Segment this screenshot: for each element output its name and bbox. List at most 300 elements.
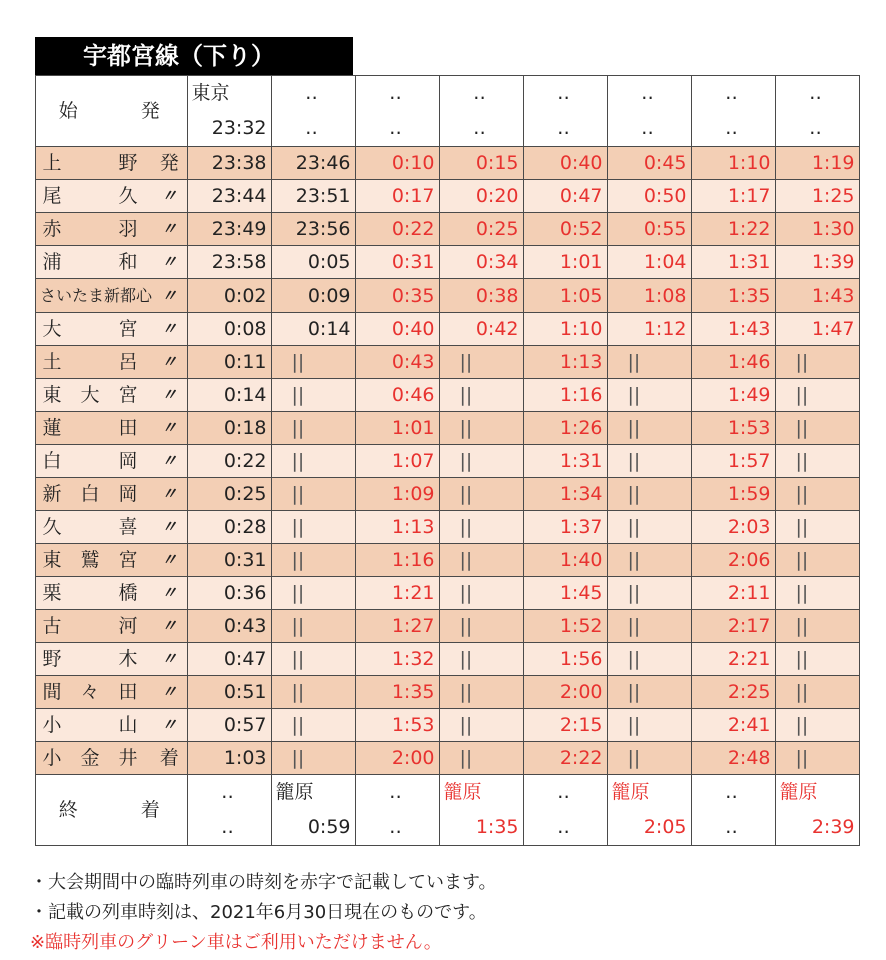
col-top-text: 籠原 xyxy=(275,781,314,803)
pass-mark: || xyxy=(775,709,859,742)
time-cell: 2:03 xyxy=(691,511,775,544)
station-name-char: 岡 xyxy=(118,483,138,505)
pass-mark: || xyxy=(607,742,691,775)
col-top-text: ‥ xyxy=(725,781,741,803)
station-name-char: 大 xyxy=(80,384,100,406)
station-name xyxy=(36,610,153,643)
header-row-label: 始 発 xyxy=(36,76,188,147)
arrival-departure-mark: 〃 xyxy=(152,478,187,511)
time-cell: 1:45 xyxy=(523,577,607,610)
footer-row-col-6 xyxy=(691,775,775,846)
col-bottom-text: ‥ xyxy=(641,117,657,139)
time-cell: 1:57 xyxy=(691,445,775,478)
time-cell: 2:21 xyxy=(691,643,775,676)
station-name-char: 和 xyxy=(118,251,138,273)
station-name-char xyxy=(78,313,102,345)
station-name-char: 尾 xyxy=(42,185,62,207)
header-row-col-2 xyxy=(355,76,439,147)
time-cell: 1:09 xyxy=(355,478,439,511)
arrival-departure-mark: 〃 xyxy=(152,180,187,213)
station-name-char: 蓮 xyxy=(42,417,62,439)
pass-mark: || xyxy=(439,445,523,478)
time-cell: 0:46 xyxy=(355,379,439,412)
time-cell: 23:38 xyxy=(187,147,271,180)
note-date: ・記載の列車時刻は、2021年6月30日現在のものです。 xyxy=(30,902,487,923)
col-bottom-text: 23:32 xyxy=(211,117,267,139)
time-cell: 0:45 xyxy=(607,147,691,180)
station-name-char xyxy=(78,213,102,245)
station-name xyxy=(36,246,153,279)
pass-mark: || xyxy=(607,379,691,412)
pass-mark: || xyxy=(439,478,523,511)
station-row xyxy=(36,246,860,279)
time-cell: 1:47 xyxy=(775,313,859,346)
time-cell: 1:12 xyxy=(607,313,691,346)
station-name-char: 古 xyxy=(42,615,62,637)
pass-mark: || xyxy=(271,610,355,643)
time-cell: 1:19 xyxy=(775,147,859,180)
station-name-char: 河 xyxy=(118,615,138,637)
station-row xyxy=(36,742,860,775)
time-cell: 0:36 xyxy=(187,577,271,610)
arrival-departure-mark: 着 xyxy=(152,742,187,775)
header-row-col-5 xyxy=(607,76,691,147)
time-cell: 0:11 xyxy=(187,346,271,379)
pass-mark: || xyxy=(607,544,691,577)
notes xyxy=(30,868,497,958)
col-bottom-text: ‥ xyxy=(305,117,321,139)
time-cell: 1:03 xyxy=(187,742,271,775)
time-cell: 1:16 xyxy=(523,379,607,412)
time-cell: 0:40 xyxy=(355,313,439,346)
pass-mark: || xyxy=(775,544,859,577)
station-row xyxy=(36,147,860,180)
time-cell: 2:11 xyxy=(691,577,775,610)
col-bottom-text: ‥ xyxy=(389,117,405,139)
pass-mark: || xyxy=(775,346,859,379)
time-cell: 23:46 xyxy=(271,147,355,180)
station-name-char xyxy=(78,180,102,212)
timetable xyxy=(35,75,860,846)
station-name xyxy=(36,577,153,610)
time-cell: 1:52 xyxy=(523,610,607,643)
time-cell: 1:35 xyxy=(355,676,439,709)
station-row xyxy=(36,346,860,379)
time-cell: 0:14 xyxy=(271,313,355,346)
time-cell: 0:28 xyxy=(187,511,271,544)
station-name-char: 栗 xyxy=(42,582,62,604)
arrival-departure-mark: 〃 xyxy=(152,412,187,445)
col-top-text: ‥ xyxy=(641,82,657,104)
time-cell: 1:46 xyxy=(691,346,775,379)
station-row xyxy=(36,412,860,445)
time-cell: 0:15 xyxy=(439,147,523,180)
col-top-text: 籠原 xyxy=(611,781,650,803)
station-name-char xyxy=(78,346,102,378)
footer-row-col-2 xyxy=(355,775,439,846)
col-top-text: ‥ xyxy=(557,781,573,803)
pass-mark: || xyxy=(271,676,355,709)
arrival-departure-mark: 〃 xyxy=(152,279,187,313)
station-row xyxy=(36,445,860,478)
arrival-departure-mark: 〃 xyxy=(152,577,187,610)
footer-row-col-4 xyxy=(523,775,607,846)
station-name-char xyxy=(78,445,102,477)
station-name-char: 宮 xyxy=(118,549,138,571)
pass-mark: || xyxy=(439,610,523,643)
station-name-char: 浦 xyxy=(42,251,62,273)
arrival-departure-mark: 〃 xyxy=(152,246,187,279)
time-cell: 0:22 xyxy=(187,445,271,478)
footer-row-col-5 xyxy=(607,775,691,846)
time-cell: 2:41 xyxy=(691,709,775,742)
pass-mark: || xyxy=(271,709,355,742)
footer-row-col-3 xyxy=(439,775,523,846)
station-name-char: 大 xyxy=(42,318,62,340)
station-name-char: 赤 xyxy=(42,218,62,240)
time-cell: 1:34 xyxy=(523,478,607,511)
header-row-col-0 xyxy=(187,76,271,147)
pass-mark: || xyxy=(607,412,691,445)
time-cell: 2:17 xyxy=(691,610,775,643)
station-row xyxy=(36,577,860,610)
arrival-departure-mark: 〃 xyxy=(152,511,187,544)
time-cell: 1:35 xyxy=(691,279,775,313)
station-row xyxy=(36,643,860,676)
station-name-char: 野 xyxy=(118,152,138,174)
time-cell: 0:18 xyxy=(187,412,271,445)
col-bottom-text: ‥ xyxy=(557,816,573,838)
header-row-col-4 xyxy=(523,76,607,147)
time-cell: 1:21 xyxy=(355,577,439,610)
pass-mark: || xyxy=(607,676,691,709)
station-name xyxy=(36,643,153,676)
station-name xyxy=(36,445,153,478)
pass-mark: || xyxy=(271,511,355,544)
station-name-char: 橋 xyxy=(118,582,138,604)
station-name-char xyxy=(78,577,102,609)
pass-mark: || xyxy=(775,742,859,775)
station-name-char xyxy=(78,643,102,675)
time-cell: 0:40 xyxy=(523,147,607,180)
station-name xyxy=(36,180,153,213)
pass-mark: || xyxy=(607,577,691,610)
time-cell: 1:10 xyxy=(691,147,775,180)
station-row xyxy=(36,379,860,412)
pass-mark: || xyxy=(439,346,523,379)
footer-row xyxy=(36,775,860,846)
time-cell: 0:08 xyxy=(187,313,271,346)
time-cell: 23:49 xyxy=(187,213,271,246)
time-cell: 0:52 xyxy=(523,213,607,246)
time-cell: 1:40 xyxy=(523,544,607,577)
time-cell: 2:25 xyxy=(691,676,775,709)
station-name-char: 白 xyxy=(80,483,100,505)
station-name-char: 間 xyxy=(42,681,62,703)
col-top-text: ‥ xyxy=(725,82,741,104)
station-row xyxy=(36,676,860,709)
station-name-char: 呂 xyxy=(118,351,138,373)
arrival-departure-mark: 〃 xyxy=(152,313,187,346)
time-cell: 1:13 xyxy=(523,346,607,379)
arrival-departure-mark: 〃 xyxy=(152,445,187,478)
time-cell: 2:22 xyxy=(523,742,607,775)
arrival-departure-mark: 〃 xyxy=(152,213,187,246)
time-cell: 1:53 xyxy=(691,412,775,445)
header-row xyxy=(36,76,860,147)
pass-mark: || xyxy=(271,412,355,445)
station-name-char xyxy=(78,511,102,543)
pass-mark: || xyxy=(775,478,859,511)
time-cell: 0:35 xyxy=(355,279,439,313)
time-cell: 0:25 xyxy=(439,213,523,246)
time-cell: 2:48 xyxy=(691,742,775,775)
time-cell: 0:43 xyxy=(355,346,439,379)
time-cell: 0:25 xyxy=(187,478,271,511)
station-name xyxy=(36,511,153,544)
station-name xyxy=(36,279,153,313)
pass-mark: || xyxy=(607,511,691,544)
col-top-text: 東京 xyxy=(191,82,230,104)
time-cell: 0:51 xyxy=(187,676,271,709)
station-row xyxy=(36,511,860,544)
time-cell: 0:57 xyxy=(187,709,271,742)
pass-mark: || xyxy=(775,445,859,478)
arrival-departure-mark: 〃 xyxy=(152,379,187,412)
time-cell: 23:58 xyxy=(187,246,271,279)
time-cell: 0:02 xyxy=(187,279,271,313)
pass-mark: || xyxy=(607,709,691,742)
time-cell: 2:15 xyxy=(523,709,607,742)
pass-mark: || xyxy=(271,445,355,478)
station-row xyxy=(36,709,860,742)
station-name-char xyxy=(78,246,102,278)
time-cell: 0:34 xyxy=(439,246,523,279)
pass-mark: || xyxy=(271,577,355,610)
station-name-char xyxy=(78,709,102,741)
station-name-char: 田 xyxy=(118,417,138,439)
station-name xyxy=(36,709,153,742)
station-name-char xyxy=(78,147,102,179)
pass-mark: || xyxy=(439,511,523,544)
footer-row-col-0 xyxy=(187,775,271,846)
pass-mark: || xyxy=(607,346,691,379)
time-cell: 1:31 xyxy=(691,246,775,279)
pass-mark: || xyxy=(775,511,859,544)
pass-mark: || xyxy=(607,445,691,478)
station-name xyxy=(36,147,153,180)
pass-mark: || xyxy=(271,379,355,412)
time-cell: 1:01 xyxy=(355,412,439,445)
station-name-char: 小 xyxy=(42,714,62,736)
station-name xyxy=(36,379,153,412)
col-bottom-text: ‥ xyxy=(389,816,405,838)
header-row-col-6 xyxy=(691,76,775,147)
note-temporary-trains: ・大会期間中の臨時列車の時刻を赤字で記載しています。 xyxy=(30,872,497,893)
time-cell: 1:22 xyxy=(691,213,775,246)
pass-mark: || xyxy=(607,478,691,511)
time-cell: 0:55 xyxy=(607,213,691,246)
time-cell: 1:13 xyxy=(355,511,439,544)
station-name-char: 羽 xyxy=(118,218,138,240)
station-row xyxy=(36,544,860,577)
arrival-departure-mark: 発 xyxy=(152,147,187,180)
arrival-departure-mark: 〃 xyxy=(152,610,187,643)
time-cell: 1:49 xyxy=(691,379,775,412)
footer-row-col-7 xyxy=(775,775,859,846)
time-cell: 2:06 xyxy=(691,544,775,577)
station-name-char: 小 xyxy=(42,747,62,769)
time-cell: 23:56 xyxy=(271,213,355,246)
header-row-col-7 xyxy=(775,76,859,147)
station-name xyxy=(36,213,153,246)
col-bottom-text: 0:59 xyxy=(307,816,351,838)
station-row xyxy=(36,180,860,213)
pass-mark: || xyxy=(775,610,859,643)
time-cell: 0:42 xyxy=(439,313,523,346)
time-cell: 1:04 xyxy=(607,246,691,279)
time-cell: 1:17 xyxy=(691,180,775,213)
footer-row-label: 終 着 xyxy=(36,775,188,846)
time-cell: 1:56 xyxy=(523,643,607,676)
arrival-departure-mark: 〃 xyxy=(152,643,187,676)
station-name-char: 白 xyxy=(42,450,62,472)
pass-mark: || xyxy=(775,577,859,610)
pass-mark: || xyxy=(775,643,859,676)
time-cell: 0:43 xyxy=(187,610,271,643)
station-name-char: 東 xyxy=(42,549,62,571)
time-cell: 2:00 xyxy=(523,676,607,709)
col-bottom-text: ‥ xyxy=(473,117,489,139)
time-cell: 1:37 xyxy=(523,511,607,544)
time-cell: 1:53 xyxy=(355,709,439,742)
time-cell: 0:31 xyxy=(355,246,439,279)
station-name xyxy=(36,313,153,346)
time-cell: 0:47 xyxy=(523,180,607,213)
time-cell: 0:22 xyxy=(355,213,439,246)
station-row xyxy=(36,610,860,643)
time-cell: 0:38 xyxy=(439,279,523,313)
station-name xyxy=(36,544,153,577)
time-cell: 1:30 xyxy=(775,213,859,246)
time-cell: 1:59 xyxy=(691,478,775,511)
footer-row-col-1 xyxy=(271,775,355,846)
col-top-text: ‥ xyxy=(305,82,321,104)
station-name-char: 岡 xyxy=(118,450,138,472)
station-name-char: 山 xyxy=(118,714,138,736)
time-cell: 0:05 xyxy=(271,246,355,279)
time-cell: 0:09 xyxy=(271,279,355,313)
col-top-text: ‥ xyxy=(557,82,573,104)
col-top-text: ‥ xyxy=(809,82,825,104)
time-cell: 1:43 xyxy=(691,313,775,346)
col-bottom-text: 1:35 xyxy=(475,816,519,838)
time-cell: 23:51 xyxy=(271,180,355,213)
pass-mark: || xyxy=(607,643,691,676)
col-bottom-text: ‥ xyxy=(557,117,573,139)
station-name xyxy=(36,742,153,775)
pass-mark: || xyxy=(439,643,523,676)
pass-mark: || xyxy=(439,544,523,577)
col-bottom-text: ‥ xyxy=(725,816,741,838)
station-name-char: 上 xyxy=(42,152,62,174)
time-cell: 0:14 xyxy=(187,379,271,412)
station-name-char: 金 xyxy=(80,747,100,769)
time-cell: 1:31 xyxy=(523,445,607,478)
col-top-text: ‥ xyxy=(473,82,489,104)
station-name-char: 久 xyxy=(118,185,138,207)
pass-mark: || xyxy=(439,379,523,412)
header-row-col-3 xyxy=(439,76,523,147)
time-cell: 1:32 xyxy=(355,643,439,676)
station-name xyxy=(36,676,153,709)
station-name-char: 々 xyxy=(80,681,100,703)
station-name-char: 井 xyxy=(118,747,138,769)
station-name xyxy=(36,346,153,379)
station-name-char: 木 xyxy=(118,648,138,670)
station-name-char: 野 xyxy=(42,648,62,670)
page-title: 宇都宮線（下り） xyxy=(35,37,353,75)
pass-mark: || xyxy=(775,379,859,412)
station-row xyxy=(36,478,860,511)
time-cell: 0:17 xyxy=(355,180,439,213)
arrival-departure-mark: 〃 xyxy=(152,709,187,742)
time-cell: 1:39 xyxy=(775,246,859,279)
station-name-char: 宮 xyxy=(118,318,138,340)
station-row xyxy=(36,279,860,313)
time-cell: 0:20 xyxy=(439,180,523,213)
time-cell: 1:10 xyxy=(523,313,607,346)
time-cell: 2:00 xyxy=(355,742,439,775)
station-name-char: 久 xyxy=(42,516,62,538)
time-cell: 1:01 xyxy=(523,246,607,279)
pass-mark: || xyxy=(271,346,355,379)
col-top-text: 籠原 xyxy=(779,781,818,803)
time-cell: 1:08 xyxy=(607,279,691,313)
pass-mark: || xyxy=(271,643,355,676)
station-name-char xyxy=(78,610,102,642)
time-cell: 1:05 xyxy=(523,279,607,313)
station-name-char: 田 xyxy=(118,681,138,703)
pass-mark: || xyxy=(439,742,523,775)
header-row-col-1 xyxy=(271,76,355,147)
pass-mark: || xyxy=(271,742,355,775)
time-cell: 1:16 xyxy=(355,544,439,577)
time-cell: 1:25 xyxy=(775,180,859,213)
station-row xyxy=(36,313,860,346)
time-cell: 1:27 xyxy=(355,610,439,643)
col-top-text: ‥ xyxy=(389,781,405,803)
station-name-char: 東 xyxy=(42,384,62,406)
station-name-char: 宮 xyxy=(118,384,138,406)
station-name xyxy=(36,478,153,511)
pass-mark: || xyxy=(271,478,355,511)
time-cell: 0:50 xyxy=(607,180,691,213)
station-row xyxy=(36,213,860,246)
station-name-text: さいたま新都心 xyxy=(40,286,153,305)
note-green-car: ※臨時列車のグリーン車はご利用いただけません。 xyxy=(30,932,442,953)
col-bottom-text: ‥ xyxy=(725,117,741,139)
col-bottom-text: 2:05 xyxy=(643,816,687,838)
col-top-text: ‥ xyxy=(389,82,405,104)
col-top-text: 籠原 xyxy=(443,781,482,803)
pass-mark: || xyxy=(439,412,523,445)
pass-mark: || xyxy=(439,676,523,709)
station-name xyxy=(36,412,153,445)
time-cell: 0:47 xyxy=(187,643,271,676)
pass-mark: || xyxy=(271,544,355,577)
station-name-char: 鷲 xyxy=(80,549,100,571)
